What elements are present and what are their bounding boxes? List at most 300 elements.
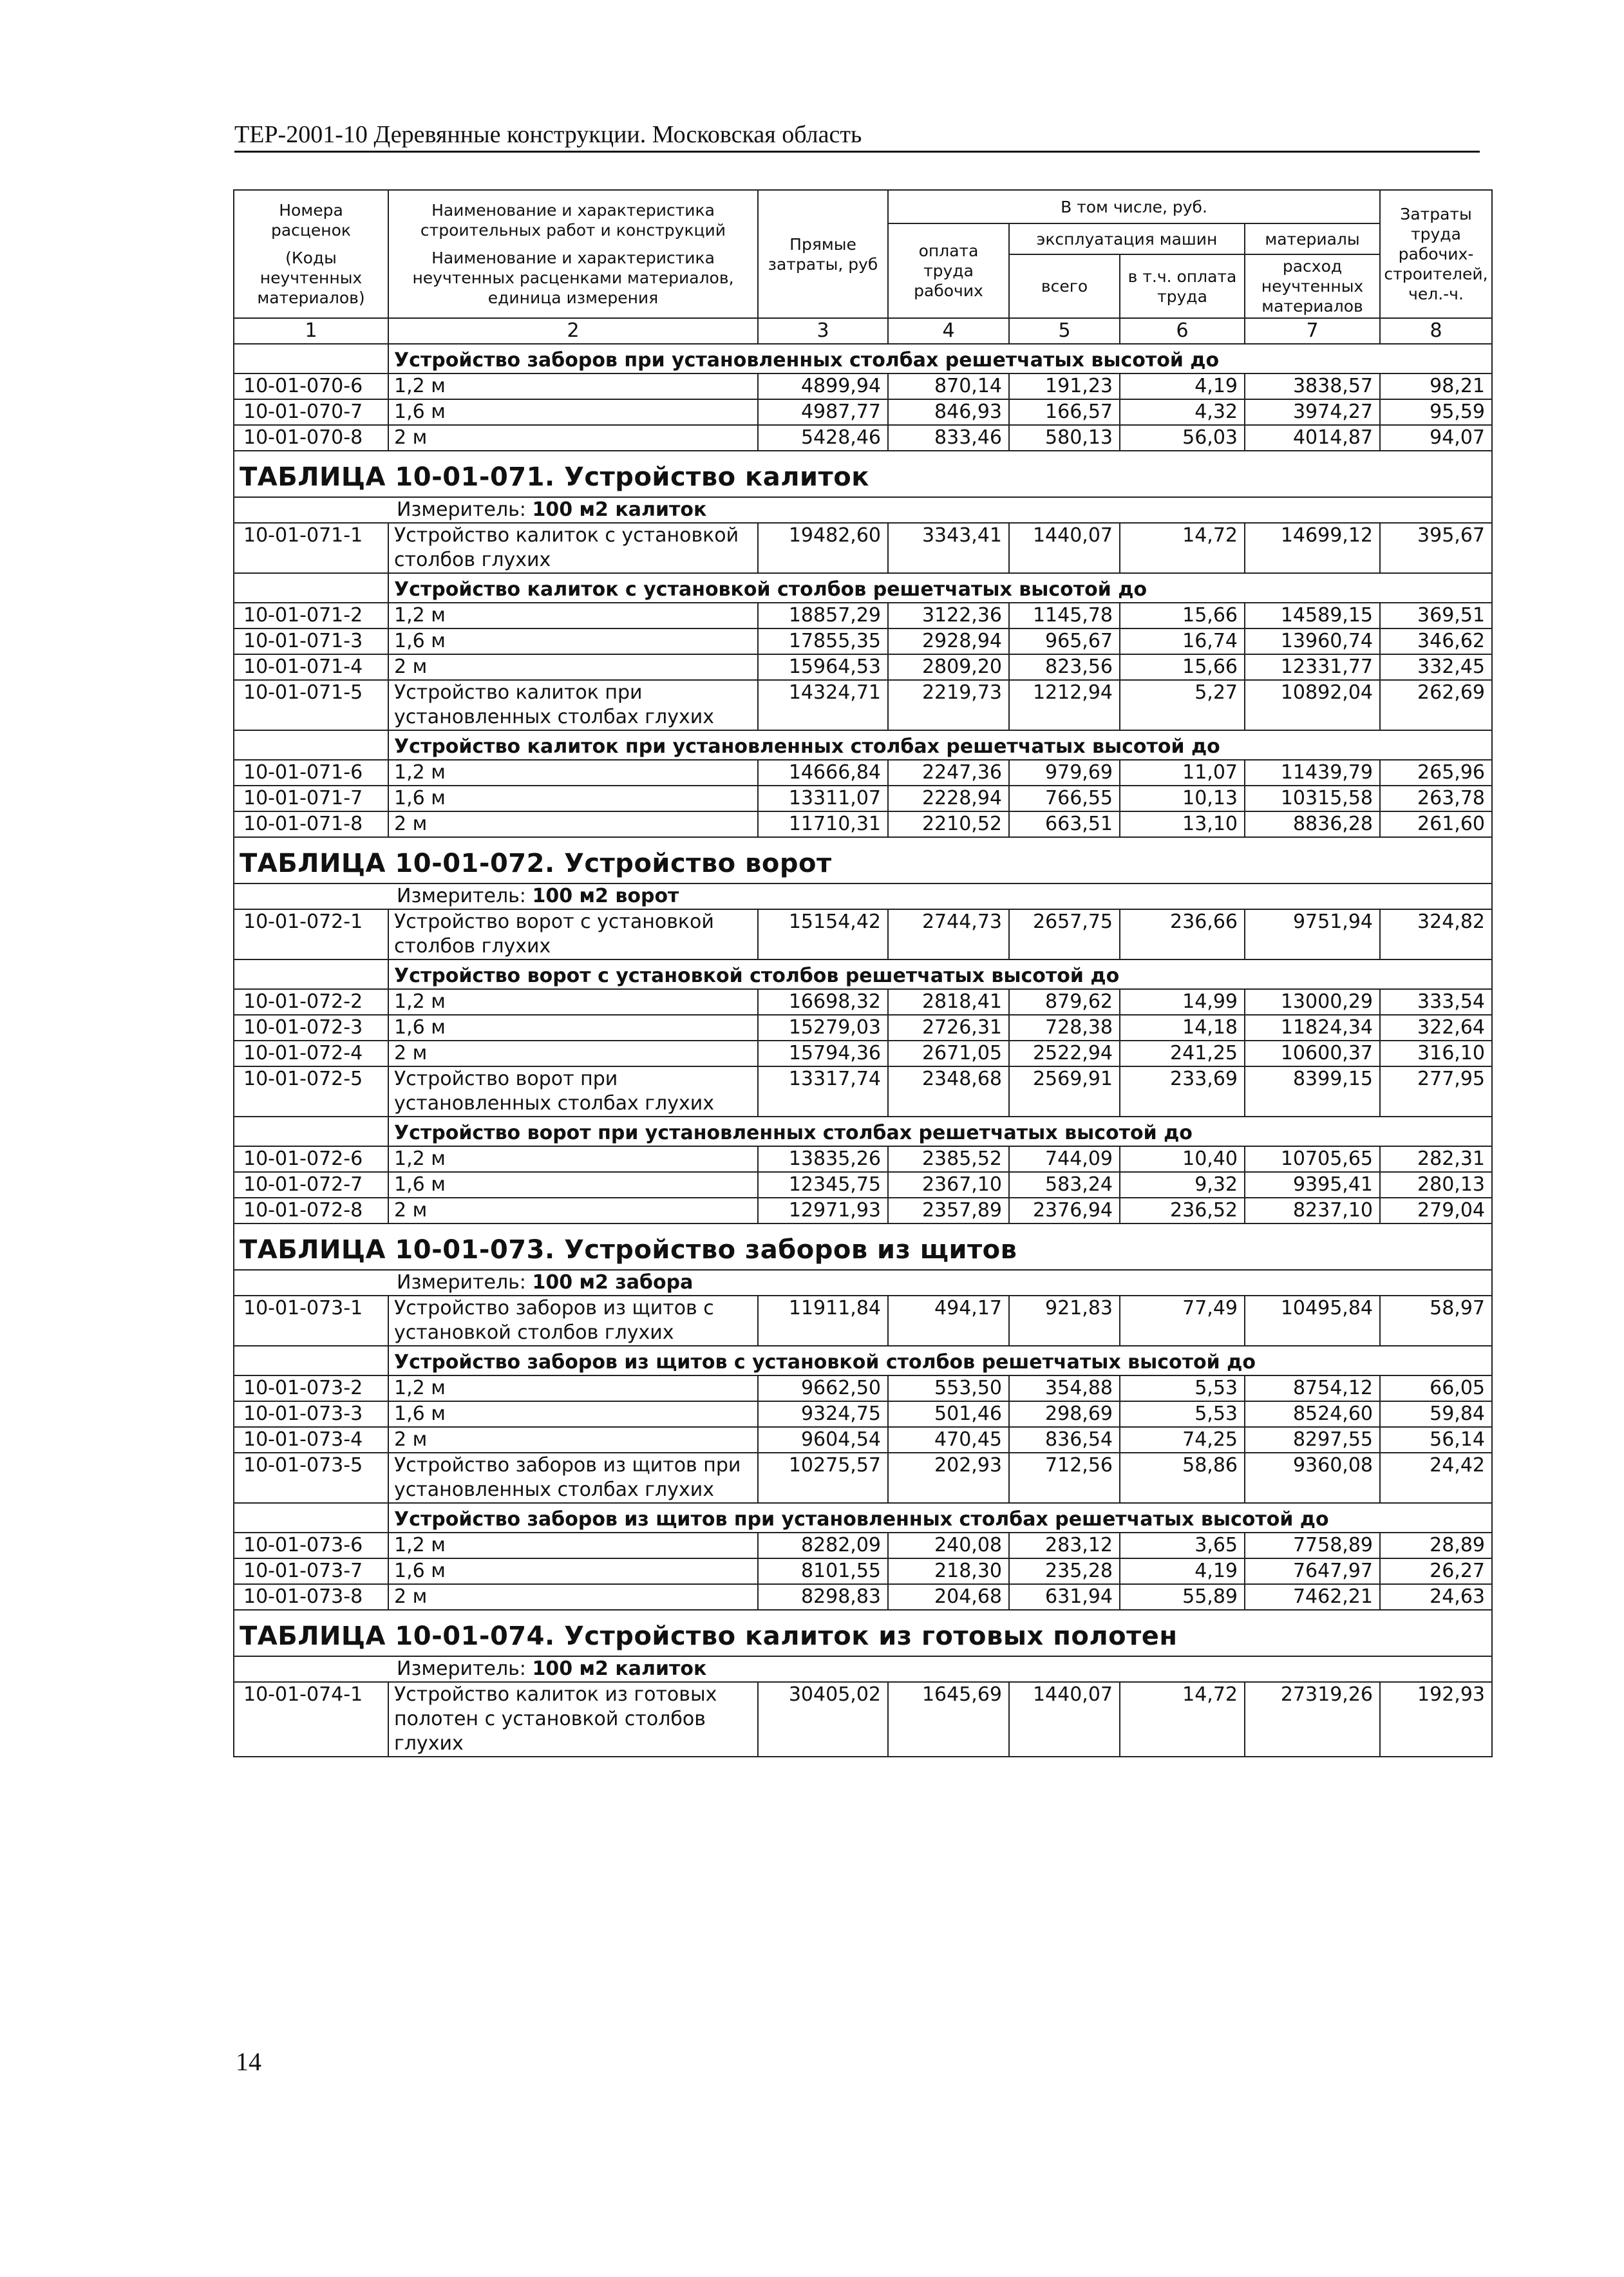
labor-cost-cell: 56,14 <box>1380 1427 1492 1453</box>
materials-cell: 14589,15 <box>1245 603 1380 628</box>
group-heading: Устройство калиток с установкой столбов решетчатых высотой до <box>388 573 1492 603</box>
direct-costs-cell: 12971,93 <box>758 1198 888 1224</box>
labor-cost-cell: 24,63 <box>1380 1584 1492 1610</box>
table-row <box>234 1296 1492 1346</box>
labor-cost-cell: 277,95 <box>1380 1066 1492 1117</box>
machines-total-cell: 879,62 <box>1009 989 1120 1015</box>
materials-cell: 13960,74 <box>1245 628 1380 654</box>
rate-code-cell: 10-01-072-1 <box>234 909 388 959</box>
work-name-cell: 1,6 м <box>388 1015 758 1041</box>
machines-labor-cell: 15,66 <box>1120 603 1245 628</box>
work-name-cell: 2 м <box>388 1584 758 1610</box>
labor-cost-cell: 28,89 <box>1380 1533 1492 1558</box>
direct-costs-cell: 9604,54 <box>758 1427 888 1453</box>
labor-cost-cell: 279,04 <box>1380 1198 1492 1224</box>
work-name-cell: 1,2 м <box>388 1533 758 1558</box>
machines-labor-cell: 14,72 <box>1120 1682 1245 1757</box>
meter-cell <box>234 883 1492 909</box>
direct-costs-cell: 13317,74 <box>758 1066 888 1117</box>
rate-code-cell: 10-01-073-4 <box>234 1427 388 1453</box>
labor-pay-cell: 2809,20 <box>888 654 1009 680</box>
rate-code-cell: 10-01-073-6 <box>234 1533 388 1558</box>
labor-pay-cell: 870,14 <box>888 373 1009 399</box>
header-materials-use: расход неучтенных материалов <box>1245 254 1380 318</box>
page-number: 14 <box>236 2047 261 2076</box>
work-name-cell: 1,6 м <box>388 628 758 654</box>
meter-value: 100 м2 калиток <box>532 498 707 521</box>
meter-row <box>234 497 1492 523</box>
header-including: В том числе, руб. <box>888 190 1380 223</box>
materials-cell: 10705,65 <box>1245 1146 1380 1172</box>
labor-pay-cell: 2348,68 <box>888 1066 1009 1117</box>
table-row <box>234 811 1492 837</box>
rate-code-cell: 10-01-071-5 <box>234 680 388 730</box>
meter-label: Измеритель: <box>397 885 533 907</box>
work-name-cell: 1,6 м <box>388 1401 758 1427</box>
materials-cell: 3838,57 <box>1245 373 1380 399</box>
direct-costs-cell: 17855,35 <box>758 628 888 654</box>
labor-pay-cell: 2228,94 <box>888 786 1009 811</box>
direct-costs-cell: 15279,03 <box>758 1015 888 1041</box>
machines-total-cell: 836,54 <box>1009 1427 1120 1453</box>
machines-labor-cell: 13,10 <box>1120 811 1245 837</box>
materials-cell: 7647,97 <box>1245 1558 1380 1584</box>
rate-code-cell: 10-01-072-6 <box>234 1146 388 1172</box>
machines-labor-cell: 4,32 <box>1120 399 1245 425</box>
labor-pay-cell: 2385,52 <box>888 1146 1009 1172</box>
labor-pay-cell: 846,93 <box>888 399 1009 425</box>
group-heading: Устройство заборов из щитов с установкой столбов решетчатых высотой до <box>388 1346 1492 1375</box>
machines-labor-cell: 55,89 <box>1120 1584 1245 1610</box>
rate-code-cell: 10-01-072-4 <box>234 1041 388 1066</box>
section-title-row <box>234 837 1492 883</box>
machines-labor-cell: 56,03 <box>1120 425 1245 451</box>
table-row <box>234 1015 1492 1041</box>
materials-cell: 8399,15 <box>1245 1066 1380 1117</box>
labor-cost-cell: 333,54 <box>1380 989 1492 1015</box>
machines-total-cell: 712,56 <box>1009 1453 1120 1503</box>
labor-cost-cell: 58,97 <box>1380 1296 1492 1346</box>
machines-labor-cell: 14,72 <box>1120 523 1245 573</box>
machines-labor-cell: 74,25 <box>1120 1427 1245 1453</box>
column-number: 5 <box>1009 318 1120 344</box>
machines-labor-cell: 15,66 <box>1120 654 1245 680</box>
labor-pay-cell: 2928,94 <box>888 628 1009 654</box>
work-name-cell: 1,2 м <box>388 1146 758 1172</box>
rate-code-cell: 10-01-071-8 <box>234 811 388 837</box>
labor-cost-cell: 66,05 <box>1380 1375 1492 1401</box>
meter-value: 100 м2 калиток <box>532 1658 707 1680</box>
machines-labor-cell: 5,53 <box>1120 1401 1245 1427</box>
rate-code-cell: 10-01-071-3 <box>234 628 388 654</box>
direct-costs-cell: 11911,84 <box>758 1296 888 1346</box>
table-row <box>234 628 1492 654</box>
labor-pay-cell: 1645,69 <box>888 1682 1009 1757</box>
machines-labor-cell: 4,19 <box>1120 1558 1245 1584</box>
labor-pay-cell: 833,46 <box>888 425 1009 451</box>
materials-cell: 11824,34 <box>1245 1015 1380 1041</box>
rate-code-cell: 10-01-073-5 <box>234 1453 388 1503</box>
table-row <box>234 1041 1492 1066</box>
materials-cell: 3974,27 <box>1245 399 1380 425</box>
header-cell-codes <box>234 190 388 318</box>
labor-cost-cell: 263,78 <box>1380 786 1492 811</box>
column-number: 8 <box>1380 318 1492 344</box>
materials-cell: 8297,55 <box>1245 1427 1380 1453</box>
header-unaccounted-codes-label: (Коды неучтенных материалов) <box>257 249 365 307</box>
labor-cost-cell: 346,62 <box>1380 628 1492 654</box>
table-row <box>234 1682 1492 1757</box>
work-name-cell: 1,6 м <box>388 1558 758 1584</box>
direct-costs-cell: 5428,46 <box>758 425 888 451</box>
direct-costs-cell: 13835,26 <box>758 1146 888 1172</box>
empty-cell <box>234 1503 388 1533</box>
group-heading: Устройство калиток при установленных столбах решетчатых высотой до <box>388 730 1492 760</box>
labor-cost-cell: 59,84 <box>1380 1401 1492 1427</box>
labor-pay-cell: 2357,89 <box>888 1198 1009 1224</box>
table-row <box>234 1146 1492 1172</box>
machines-total-cell: 744,09 <box>1009 1146 1120 1172</box>
machines-labor-cell: 3,65 <box>1120 1533 1245 1558</box>
table-row <box>234 680 1492 730</box>
header-labor-pay: оплата труда рабочих <box>888 223 1009 318</box>
labor-pay-cell: 240,08 <box>888 1533 1009 1558</box>
work-name-cell: 1,2 м <box>388 603 758 628</box>
machines-total-cell: 979,69 <box>1009 760 1120 786</box>
table-row <box>234 1584 1492 1610</box>
empty-cell <box>234 344 388 373</box>
table-row <box>234 399 1492 425</box>
machines-labor-cell: 77,49 <box>1120 1296 1245 1346</box>
materials-cell: 7758,89 <box>1245 1533 1380 1558</box>
table-row <box>234 1533 1492 1558</box>
column-number: 3 <box>758 318 888 344</box>
table-row <box>234 1401 1492 1427</box>
labor-pay-cell: 2671,05 <box>888 1041 1009 1066</box>
column-number: 6 <box>1120 318 1245 344</box>
materials-cell: 8836,28 <box>1245 811 1380 837</box>
work-name-cell: 2 м <box>388 811 758 837</box>
group-heading-row <box>234 1117 1492 1146</box>
machines-total-cell: 631,94 <box>1009 1584 1120 1610</box>
group-heading: Устройство заборов из щитов при установленных столбах решетчатых высотой до <box>388 1503 1492 1533</box>
labor-cost-cell: 24,42 <box>1380 1453 1492 1503</box>
table-row <box>234 1558 1492 1584</box>
rate-code-cell: 10-01-071-7 <box>234 786 388 811</box>
meter-value: 100 м2 забора <box>532 1271 694 1294</box>
rate-code-cell: 10-01-073-1 <box>234 1296 388 1346</box>
machines-total-cell: 235,28 <box>1009 1558 1120 1584</box>
meter-row <box>234 1270 1492 1296</box>
direct-costs-cell: 30405,02 <box>758 1682 888 1757</box>
direct-costs-cell: 4899,94 <box>758 373 888 399</box>
labor-cost-cell: 316,10 <box>1380 1041 1492 1066</box>
labor-pay-cell: 2726,31 <box>888 1015 1009 1041</box>
materials-cell: 4014,87 <box>1245 425 1380 451</box>
rate-code-cell: 10-01-072-2 <box>234 989 388 1015</box>
meter-row <box>234 1656 1492 1682</box>
machines-total-cell: 1212,94 <box>1009 680 1120 730</box>
table-row <box>234 1427 1492 1453</box>
column-number: 7 <box>1245 318 1380 344</box>
empty-cell <box>234 1346 388 1375</box>
section-title: ТАБЛИЦА 10-01-072. Устройство ворот <box>234 837 1492 883</box>
meter-cell <box>234 1656 1492 1682</box>
labor-pay-cell: 501,46 <box>888 1401 1009 1427</box>
work-name-cell: Устройство заборов из щитов с установкой столбов глухих <box>388 1296 758 1346</box>
labor-cost-cell: 324,82 <box>1380 909 1492 959</box>
rate-code-cell: 10-01-073-7 <box>234 1558 388 1584</box>
section-title-row <box>234 1610 1492 1656</box>
direct-costs-cell: 9662,50 <box>758 1375 888 1401</box>
labor-cost-cell: 322,64 <box>1380 1015 1492 1041</box>
labor-pay-cell: 553,50 <box>888 1375 1009 1401</box>
labor-pay-cell: 494,17 <box>888 1296 1009 1346</box>
materials-cell: 9395,41 <box>1245 1172 1380 1198</box>
section-title: ТАБЛИЦА 10-01-073. Устройство заборов из щитов <box>234 1224 1492 1270</box>
labor-cost-cell: 280,13 <box>1380 1172 1492 1198</box>
work-name-cell: Устройство ворот при установленных столбах глухих <box>388 1066 758 1117</box>
header-machines: эксплуатация машин <box>1009 223 1245 254</box>
empty-cell <box>234 1117 388 1146</box>
table-row <box>234 786 1492 811</box>
machines-total-cell: 1440,07 <box>1009 523 1120 573</box>
machines-total-cell: 1145,78 <box>1009 603 1120 628</box>
work-name-cell: 1,6 м <box>388 786 758 811</box>
header-materials: материалы <box>1245 223 1380 254</box>
machines-labor-cell: 5,53 <box>1120 1375 1245 1401</box>
work-name-cell: 2 м <box>388 1198 758 1224</box>
work-name-cell: Устройство калиток из готовых полотен с установкой столбов глухих <box>388 1682 758 1757</box>
direct-costs-cell: 18857,29 <box>758 603 888 628</box>
group-heading: Устройство ворот при установленных столбах решетчатых высотой до <box>388 1117 1492 1146</box>
machines-labor-cell: 14,18 <box>1120 1015 1245 1041</box>
labor-cost-cell: 26,27 <box>1380 1558 1492 1584</box>
labor-pay-cell: 2247,36 <box>888 760 1009 786</box>
rate-code-cell: 10-01-071-2 <box>234 603 388 628</box>
rates-table <box>233 189 1493 1757</box>
table-row <box>234 603 1492 628</box>
meter-cell <box>234 1270 1492 1296</box>
rate-code-cell: 10-01-072-8 <box>234 1198 388 1224</box>
machines-total-cell: 2522,94 <box>1009 1041 1120 1066</box>
section-title-row <box>234 451 1492 497</box>
labor-cost-cell: 94,07 <box>1380 425 1492 451</box>
direct-costs-cell: 15964,53 <box>758 654 888 680</box>
meter-label: Измеритель: <box>397 498 533 521</box>
header-materials-label: Наименование и характеристика неучтенных расценками материалов, единица измерения <box>412 249 734 307</box>
machines-labor-cell: 58,86 <box>1120 1453 1245 1503</box>
empty-cell <box>234 573 388 603</box>
labor-pay-cell: 2210,52 <box>888 811 1009 837</box>
group-heading-row <box>234 573 1492 603</box>
work-name-cell: Устройство калиток при установленных столбах глухих <box>388 680 758 730</box>
work-name-cell: Устройство заборов из щитов при установленных столбах глухих <box>388 1453 758 1503</box>
column-number: 4 <box>888 318 1009 344</box>
header-labor-cost: Затраты труда рабочих-строителей, чел.-ч. <box>1380 190 1492 318</box>
machines-labor-cell: 10,40 <box>1120 1146 1245 1172</box>
table-row <box>234 1375 1492 1401</box>
machines-labor-cell: 16,74 <box>1120 628 1245 654</box>
table-row <box>234 1066 1492 1117</box>
direct-costs-cell: 15154,42 <box>758 909 888 959</box>
machines-labor-cell: 236,66 <box>1120 909 1245 959</box>
rate-code-cell: 10-01-071-1 <box>234 523 388 573</box>
machines-total-cell: 583,24 <box>1009 1172 1120 1198</box>
direct-costs-cell: 14324,71 <box>758 680 888 730</box>
group-heading-row <box>234 730 1492 760</box>
group-heading-row <box>234 344 1492 373</box>
group-heading-row <box>234 1503 1492 1533</box>
work-name-cell: 1,2 м <box>388 1375 758 1401</box>
table-row <box>234 760 1492 786</box>
rate-code-cell: 10-01-071-4 <box>234 654 388 680</box>
materials-cell: 14699,12 <box>1245 523 1380 573</box>
header-row-1 <box>234 190 1492 223</box>
materials-cell: 10495,84 <box>1245 1296 1380 1346</box>
direct-costs-cell: 4987,77 <box>758 399 888 425</box>
work-name-cell: 1,6 м <box>388 399 758 425</box>
labor-pay-cell: 204,68 <box>888 1584 1009 1610</box>
machines-labor-cell: 233,69 <box>1120 1066 1245 1117</box>
labor-pay-cell: 3122,36 <box>888 603 1009 628</box>
machines-labor-cell: 5,27 <box>1120 680 1245 730</box>
machines-total-cell: 166,57 <box>1009 399 1120 425</box>
header-names-label: Наименование и характеристика строительных работ и конструкций <box>420 201 726 240</box>
labor-cost-cell: 265,96 <box>1380 760 1492 786</box>
machines-total-cell: 1440,07 <box>1009 1682 1120 1757</box>
direct-costs-cell: 10275,57 <box>758 1453 888 1503</box>
table-row <box>234 654 1492 680</box>
work-name-cell: Устройство калиток с установкой столбов глухих <box>388 523 758 573</box>
rate-code-cell: 10-01-072-3 <box>234 1015 388 1041</box>
machines-total-cell: 921,83 <box>1009 1296 1120 1346</box>
table-row <box>234 989 1492 1015</box>
header-machines-labor: в т.ч. оплата труда <box>1120 254 1245 318</box>
machines-labor-cell: 10,13 <box>1120 786 1245 811</box>
group-heading-row <box>234 1346 1492 1375</box>
labor-cost-cell: 332,45 <box>1380 654 1492 680</box>
table-row <box>234 1172 1492 1198</box>
materials-cell: 10892,04 <box>1245 680 1380 730</box>
group-heading-row <box>234 959 1492 989</box>
labor-pay-cell: 2219,73 <box>888 680 1009 730</box>
rate-code-cell: 10-01-070-8 <box>234 425 388 451</box>
header-cell-names <box>388 190 758 318</box>
direct-costs-cell: 12345,75 <box>758 1172 888 1198</box>
meter-cell <box>234 497 1492 523</box>
labor-cost-cell: 98,21 <box>1380 373 1492 399</box>
meter-label: Измеритель: <box>397 1271 533 1294</box>
direct-costs-cell: 16698,32 <box>758 989 888 1015</box>
machines-total-cell: 823,56 <box>1009 654 1120 680</box>
labor-pay-cell: 218,30 <box>888 1558 1009 1584</box>
machines-labor-cell: 4,19 <box>1120 373 1245 399</box>
labor-cost-cell: 262,69 <box>1380 680 1492 730</box>
materials-cell: 10600,37 <box>1245 1041 1380 1066</box>
labor-cost-cell: 369,51 <box>1380 603 1492 628</box>
header-machines-total: всего <box>1009 254 1120 318</box>
running-header: ТЕР-2001-10 Деревянные конструкции. Московская область <box>234 120 1480 153</box>
machines-total-cell: 2569,91 <box>1009 1066 1120 1117</box>
header-codes-label: Номера расценок <box>270 201 352 240</box>
work-name-cell: 1,2 м <box>388 760 758 786</box>
work-name-cell: 2 м <box>388 1041 758 1066</box>
machines-total-cell: 2376,94 <box>1009 1198 1120 1224</box>
group-heading: Устройство ворот с установкой столбов решетчатых высотой до <box>388 959 1492 989</box>
work-name-cell: 1,2 м <box>388 989 758 1015</box>
labor-pay-cell: 2744,73 <box>888 909 1009 959</box>
labor-pay-cell: 3343,41 <box>888 523 1009 573</box>
rate-code-cell: 10-01-073-3 <box>234 1401 388 1427</box>
table-row <box>234 1453 1492 1503</box>
empty-cell <box>234 730 388 760</box>
rate-code-cell: 10-01-074-1 <box>234 1682 388 1757</box>
meter-label: Измеритель: <box>397 1658 533 1680</box>
direct-costs-cell: 11710,31 <box>758 811 888 837</box>
rate-code-cell: 10-01-072-7 <box>234 1172 388 1198</box>
header-direct-costs: Прямые затраты, руб <box>758 190 888 318</box>
work-name-cell: 1,6 м <box>388 1172 758 1198</box>
column-numbers-row <box>234 318 1492 344</box>
rate-code-cell: 10-01-070-7 <box>234 399 388 425</box>
machines-labor-cell: 14,99 <box>1120 989 1245 1015</box>
labor-pay-cell: 202,93 <box>888 1453 1009 1503</box>
materials-cell: 27319,26 <box>1245 1682 1380 1757</box>
work-name-cell: 2 м <box>388 1427 758 1453</box>
labor-cost-cell: 282,31 <box>1380 1146 1492 1172</box>
materials-cell: 12331,77 <box>1245 654 1380 680</box>
table-row <box>234 523 1492 573</box>
section-title: ТАБЛИЦА 10-01-074. Устройство калиток из готовых полотен <box>234 1610 1492 1656</box>
materials-cell: 11439,79 <box>1245 760 1380 786</box>
machines-labor-cell: 241,25 <box>1120 1041 1245 1066</box>
direct-costs-cell: 19482,60 <box>758 523 888 573</box>
machines-total-cell: 728,38 <box>1009 1015 1120 1041</box>
direct-costs-cell: 8298,83 <box>758 1584 888 1610</box>
labor-pay-cell: 470,45 <box>888 1427 1009 1453</box>
machines-total-cell: 298,69 <box>1009 1401 1120 1427</box>
machines-total-cell: 2657,75 <box>1009 909 1120 959</box>
machines-total-cell: 663,51 <box>1009 811 1120 837</box>
empty-cell <box>234 959 388 989</box>
direct-costs-cell: 15794,36 <box>758 1041 888 1066</box>
labor-cost-cell: 95,59 <box>1380 399 1492 425</box>
machines-labor-cell: 11,07 <box>1120 760 1245 786</box>
machines-total-cell: 580,13 <box>1009 425 1120 451</box>
section-title: ТАБЛИЦА 10-01-071. Устройство калиток <box>234 451 1492 497</box>
materials-cell: 13000,29 <box>1245 989 1380 1015</box>
work-name-cell: 2 м <box>388 654 758 680</box>
materials-cell: 8754,12 <box>1245 1375 1380 1401</box>
direct-costs-cell: 13311,07 <box>758 786 888 811</box>
labor-cost-cell: 261,60 <box>1380 811 1492 837</box>
materials-cell: 9751,94 <box>1245 909 1380 959</box>
machines-total-cell: 191,23 <box>1009 373 1120 399</box>
machines-labor-cell: 9,32 <box>1120 1172 1245 1198</box>
labor-cost-cell: 395,67 <box>1380 523 1492 573</box>
column-number: 2 <box>388 318 758 344</box>
machines-total-cell: 283,12 <box>1009 1533 1120 1558</box>
labor-pay-cell: 2367,10 <box>888 1172 1009 1198</box>
meter-row <box>234 883 1492 909</box>
materials-cell: 8237,10 <box>1245 1198 1380 1224</box>
group-heading: Устройство заборов при установленных столбах решетчатых высотой до <box>388 344 1492 373</box>
table-row <box>234 909 1492 959</box>
labor-cost-cell: 192,93 <box>1380 1682 1492 1757</box>
table-row <box>234 373 1492 399</box>
machines-total-cell: 965,67 <box>1009 628 1120 654</box>
